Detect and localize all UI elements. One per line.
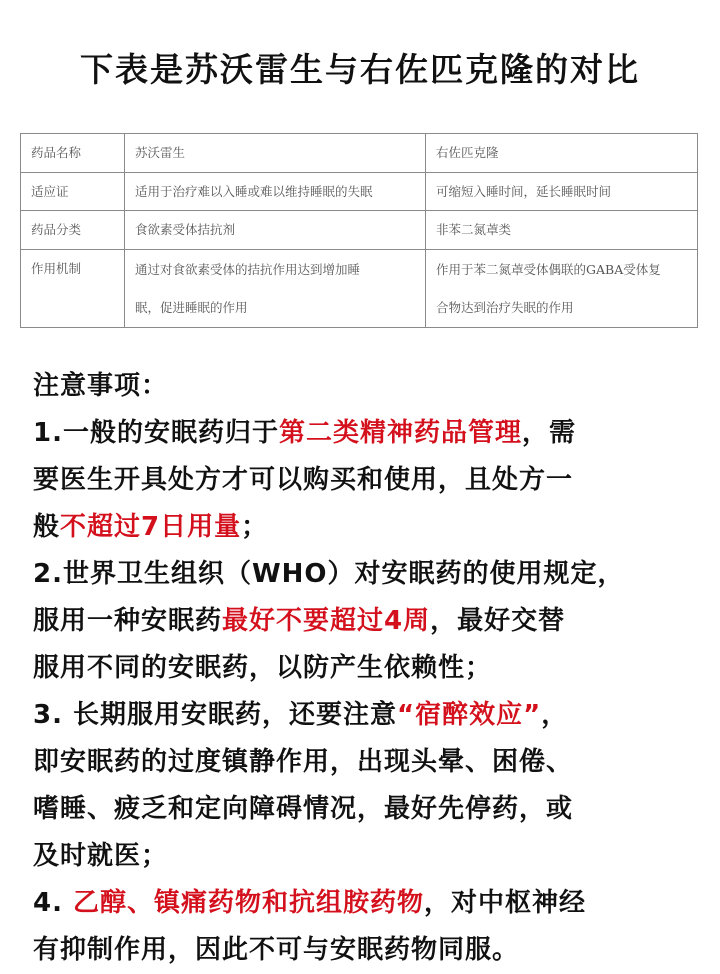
note-text: 般 [33,512,61,542]
note-text: ， [541,700,569,730]
cell-eszopiclone-category: 非苯二氮䓬类 [426,211,698,250]
cell-eszopiclone-mechanism [426,250,698,328]
note-text: ； [241,512,269,542]
note-2-line: 2.世界卫生组织（WHO）对安眠药的使用规定， [33,559,625,589]
note-3-line: 及时就医； [33,841,169,871]
table-row [21,173,698,211]
cell-line: 眠，促进睡眠的作用 [135,299,248,315]
cell-suvorexant-mechanism [125,250,426,328]
note-1-line: 要医生开具处方才可以购买和使用，且处方一 [33,465,574,495]
cell-suvorexant-name: 苏沃雷生 [125,134,426,173]
note-1-line [33,504,703,551]
note-2-line [33,598,703,645]
table-row [21,211,698,250]
cell-suvorexant-indication: 适用于治疗难以入睡或难以维持睡眠的失眠 [125,173,426,211]
note-text: 1.一般的安眠药归于 [33,418,279,448]
note-text: 3. 长期服用安眠药，还要注意 [33,700,398,730]
cell-eszopiclone-name: 右佐匹克隆 [426,134,698,173]
highlight-text: 第二类精神药品管理 [278,418,522,448]
notes-section [33,363,703,974]
note-text: ，对中枢神经 [424,888,587,918]
note-text: ，最好交替 [430,606,566,636]
highlight-text: 不超过7日用量 [60,512,242,542]
comparison-table [20,133,698,328]
note-3-line [33,692,703,739]
highlight-text: 乙醇、镇痛药物和抗组胺药物 [73,888,425,918]
cell-line: 通过对食欲素受体的拮抗作用达到增加睡 [135,261,361,277]
notes-heading: 注意事项： [33,371,169,401]
cell-line: 合物达到治疗失眠的作用 [436,299,574,315]
table-row [21,250,698,328]
cell-line: 作用于苯二氮䓬受体偶联的GABA受体复 [436,261,661,277]
row-header-mechanism: 作用机制 [21,250,125,328]
row-header-drug-name: 药品名称 [21,134,125,173]
page-title: 下表是苏沃雷生与右佐匹克隆的对比 [80,50,640,89]
note-3-line: 嗜睡、疲乏和定向障碍情况，最好先停药，或 [33,794,574,824]
row-header-category: 药品分类 [21,211,125,250]
cell-eszopiclone-indication: 可缩短入睡时间，延长睡眠时间 [426,173,698,211]
note-1-line [33,410,703,457]
note-text: 服用一种安眠药 [33,606,223,636]
note-4-line [33,880,703,927]
note-text: ，需 [521,418,576,448]
note-3-line: 即安眠药的过度镇静作用，出现头晕、困倦、 [33,747,574,777]
row-header-indication: 适应证 [21,173,125,211]
cell-suvorexant-category: 食欲素受体拮抗剂 [125,211,426,250]
note-text: 4. [33,888,74,918]
highlight-text: 最好不要超过4周 [222,606,431,636]
note-4-line: 有抑制作用，因此不可与安眠药物同服。 [33,935,520,965]
note-2-line: 服用不同的安眠药，以防产生依赖性； [33,653,493,683]
table-row [21,134,698,173]
highlight-text: “宿醉效应” [397,700,542,730]
